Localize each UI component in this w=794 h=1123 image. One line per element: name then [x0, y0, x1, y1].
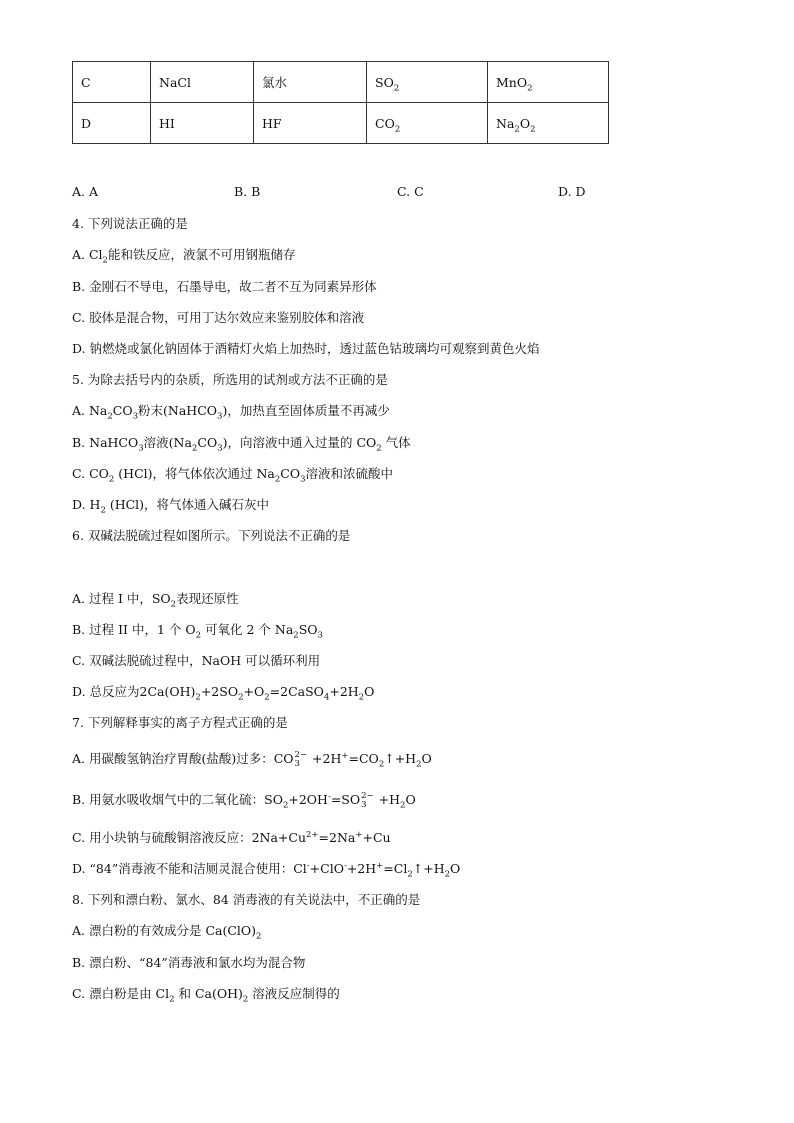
- question-5-option-c: C. $CO_2$ (HCl)，将气体依次通过 $Na_2CO_3$溶液和浓硫酸中: [72, 466, 394, 485]
- answer-option-d: D. D: [558, 184, 586, 199]
- question-4-option-b: B. 金刚石不导电，石墨导电，故二者不互为同素异形体: [72, 279, 377, 294]
- answer-option-a: A. A: [72, 184, 99, 199]
- question-4-stem: 4. 下列说法正确的是: [72, 216, 188, 231]
- answer-option-c: C. C: [397, 184, 424, 199]
- question-7-option-b: B. 用氨水吸收烟气中的二氧化硫：$SO_2+2OH^-=SO$ 2− 3 $+H_2O$: [72, 790, 416, 811]
- question-4-option-c: C. 胶体是混合物，可用丁达尔效应来鉴别胶体和溶液: [72, 310, 365, 325]
- question-5-option-d: D. $H_2$ (HCl)，将气体通入碱石灰中: [72, 497, 270, 516]
- table-cell: NaCl: [151, 62, 254, 103]
- table-row: [73, 103, 609, 144]
- question-7-option-d: D. “84”消毒液不能和洁厕灵混合使用：$Cl^-+ClO^-+2H^+=Cl_2↑+H_2O$: [72, 860, 461, 880]
- answer-option-b: B. B: [234, 184, 261, 199]
- question-5-stem: 5. 为除去括号内的杂质，所选用的试剂或方法不正确的是: [72, 372, 388, 387]
- table-cell: $SO_2$: [367, 62, 488, 103]
- question-5-option-b: B. NaHCO$_3$溶液$(Na_2CO_3)$，向溶液中通入过量的 $CO_2$ 气体: [72, 435, 411, 454]
- table-cell: HF: [254, 103, 367, 144]
- question-7-stem: 7. 下列解释事实的离子方程式正确的是: [72, 715, 288, 730]
- question-6-option-a: A. 过程 I 中，$SO_2$表现还原性: [72, 591, 239, 610]
- question-6-stem: 6. 双碱法脱硫过程如图所示。下列说法不正确的是: [72, 528, 351, 543]
- table-cell: 氯水: [254, 62, 367, 103]
- table-cell: C: [73, 62, 151, 103]
- question-8-option-a: A. 漂白粉的有效成分是 $Ca(ClO)_2$: [72, 923, 262, 942]
- question-7-option-a: A. 用碳酸氢钠治疗胃酸(盐酸)过多：CO 2− 3 $+2H^+=CO_2↑+H_2O$: [72, 749, 432, 770]
- table-cell: MnO$_2$: [488, 62, 609, 103]
- question-8-option-c: C. 漂白粉是由 $Cl_2$ 和 $Ca(OH)_2$ 溶液反应制得的: [72, 986, 340, 1005]
- question-4-option-d: D. 钠燃烧或氯化钠固体于酒精灯火焰上加热时，透过蓝色钴玻璃均可观察到黄色火焰: [72, 341, 540, 356]
- options-table: [72, 61, 609, 144]
- question-8-stem: 8. 下列和漂白粉、氯水、84 消毒液的有关说法中，不正确的是: [72, 892, 421, 907]
- question-6-option-d: D. 总反应为$2Ca(OH)_2+2SO_2+O_2=2CaSO_4+2H_2O$: [72, 684, 375, 703]
- table-row: [73, 62, 609, 103]
- question-6-option-c: C. 双碱法脱硫过程中，NaOH 可以循环利用: [72, 653, 321, 668]
- question-5-option-a: A. $Na_2CO_3$粉末(NaHCO$_3$)，加热直至固体质量不再减少: [72, 403, 390, 422]
- table-cell: $CO_2$: [367, 103, 488, 144]
- question-7-option-c: C. 用小块钠与硫酸铜溶液反应：$2Na+Cu^{2+}=2Na^++Cu$: [72, 829, 391, 845]
- question-6-option-b: B. 过程 II 中，1 个 $O_2$ 可氧化 2 个 $Na_2SO_3$: [72, 622, 323, 641]
- table-cell: $Na_2O_2$: [488, 103, 609, 144]
- table-cell: HI: [151, 103, 254, 144]
- question-8-option-b: B. 漂白粉、“84”消毒液和氯水均为混合物: [72, 955, 306, 970]
- table-cell: D: [73, 103, 151, 144]
- question-4-option-a: A. $Cl_2$能和铁反应，液氯不可用钢瓶储存: [72, 247, 296, 266]
